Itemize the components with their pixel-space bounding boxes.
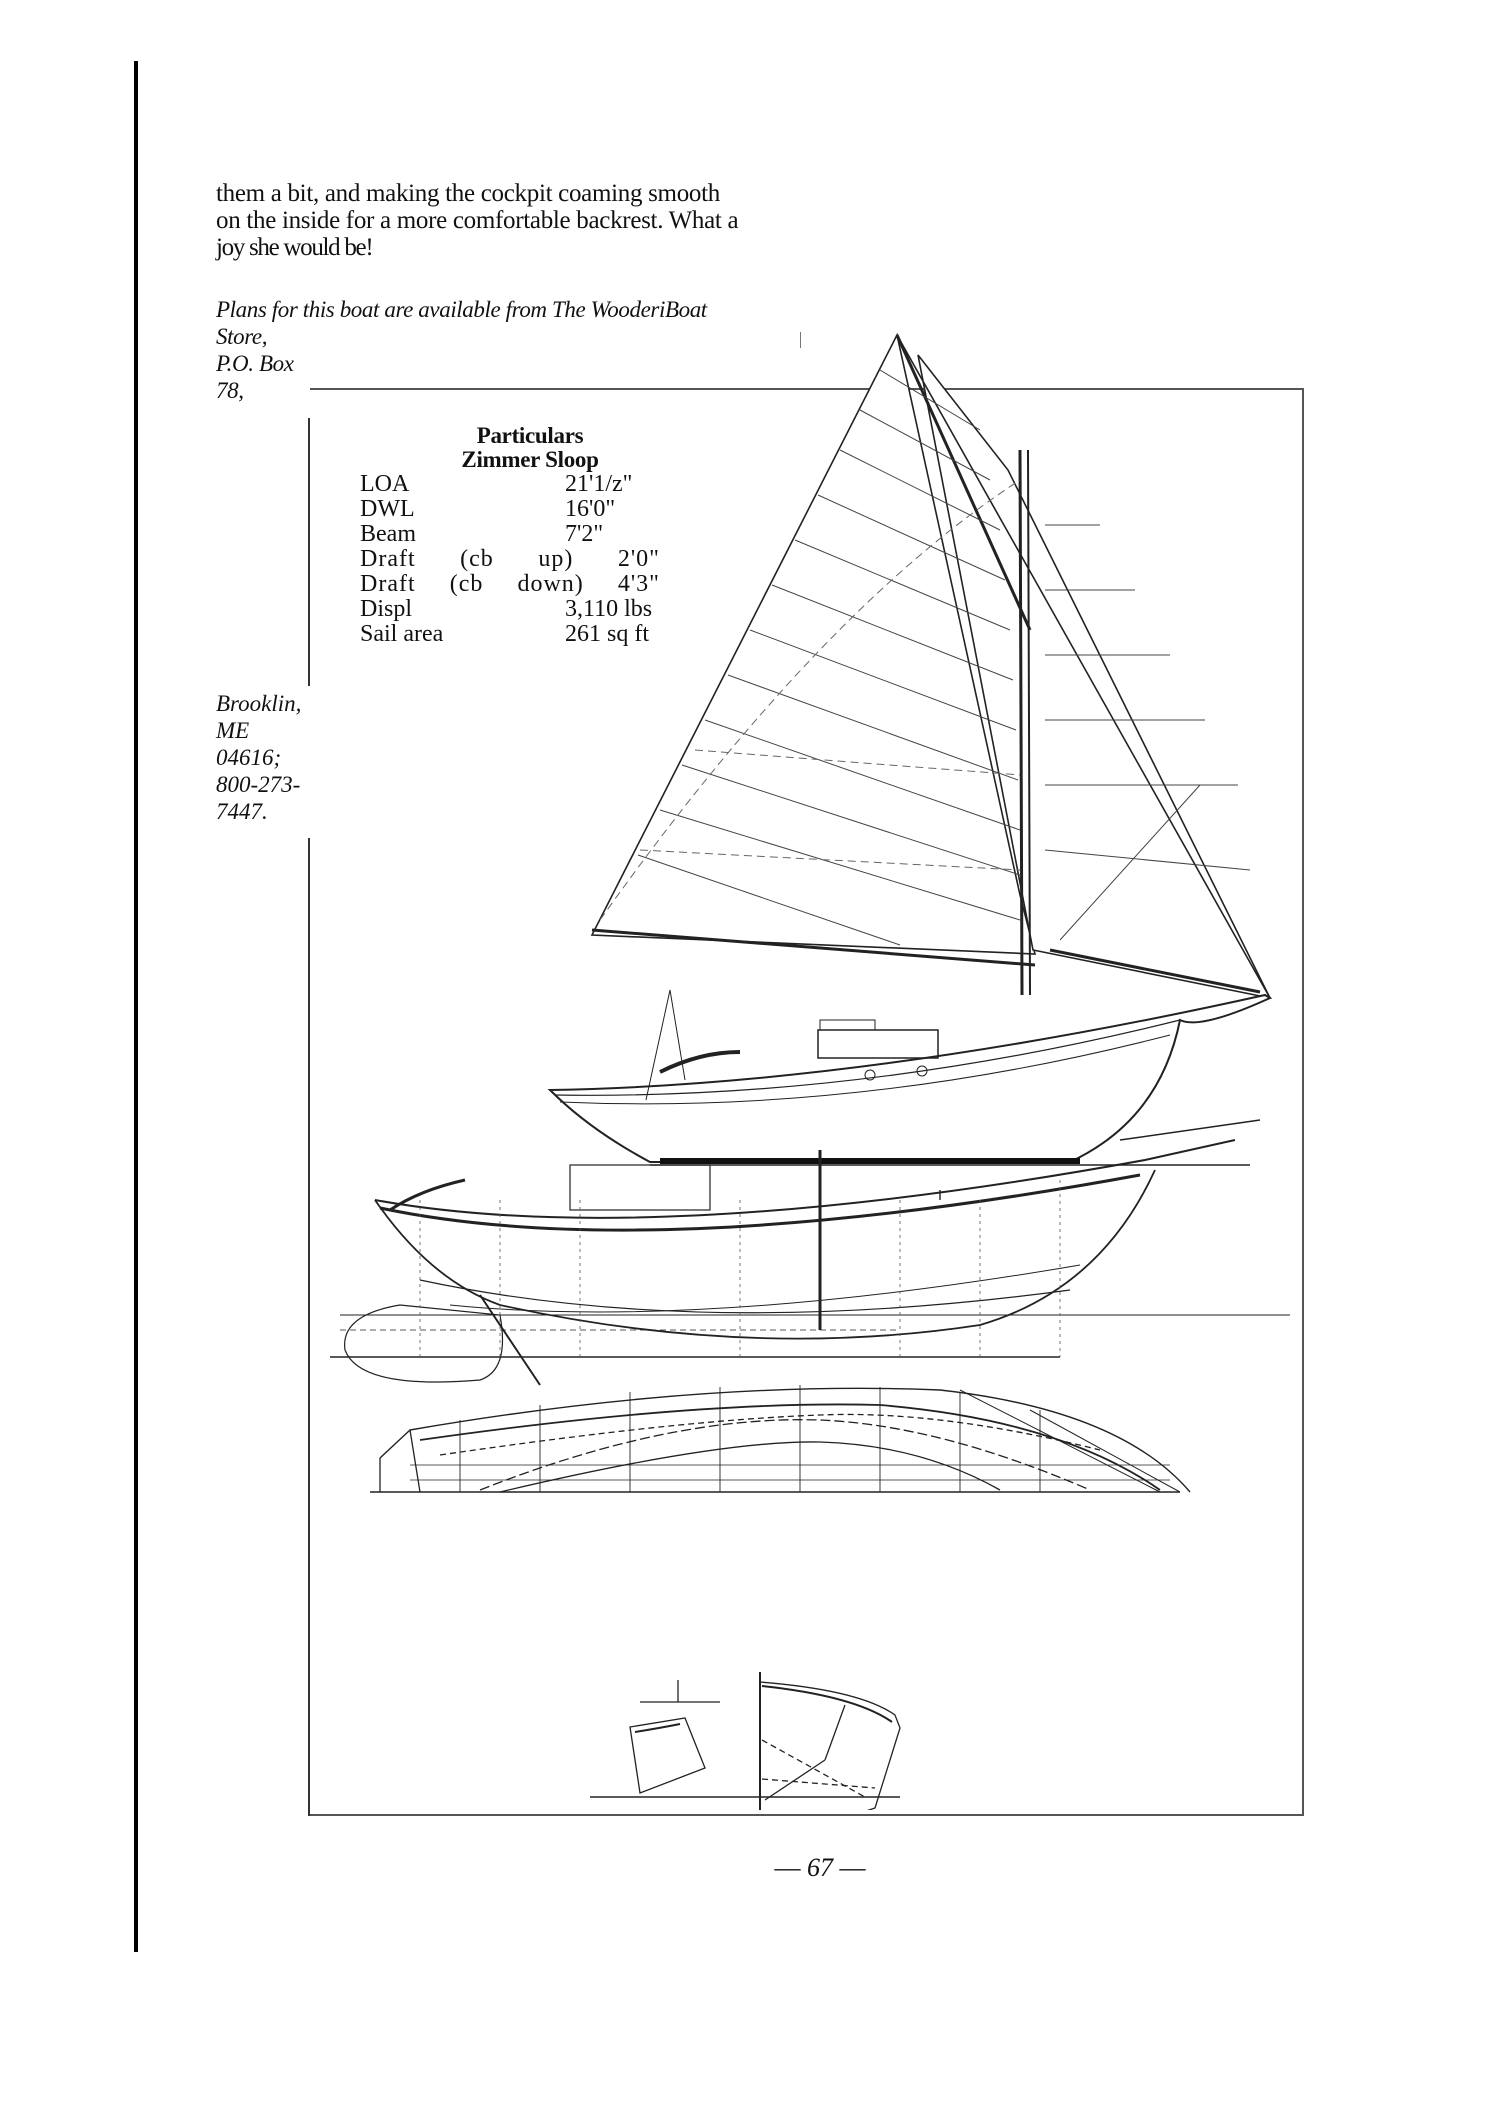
address-line: Brooklin, — [216, 691, 302, 716]
particulars-value: 3,110 lbs — [565, 596, 653, 622]
plans-note-line: 78, — [216, 378, 244, 403]
plans-note-line: Plans for this boat are available from The WooderiBoat — [216, 297, 707, 322]
particulars-label: LOA — [360, 471, 410, 497]
lines-plan — [370, 1385, 1190, 1492]
particulars-row-dwl — [360, 497, 680, 522]
particulars-label: Draft — [360, 546, 416, 572]
particulars-label: Draft — [360, 571, 416, 597]
address-line: 800-273- — [216, 772, 301, 797]
particulars-title: Particulars — [476, 423, 584, 448]
body-plan — [590, 1672, 900, 1810]
particulars-label: Beam — [360, 521, 416, 547]
body-line: joy she would be! — [216, 234, 373, 261]
particulars-qualifier: (cb — [449, 571, 484, 597]
page-number-dash: — — [774, 1853, 801, 1882]
particulars-row-displacement — [360, 597, 680, 622]
figure-frame-bottom — [309, 1814, 1304, 1816]
particulars-value: 4'3" — [617, 571, 660, 597]
address-line: 04616; — [216, 745, 282, 770]
particulars-value: 2'0" — [617, 546, 660, 572]
particulars-row-beam — [360, 522, 680, 547]
particulars-value: 16'0" — [565, 496, 616, 522]
particulars-row-loa — [360, 472, 680, 497]
margin-rule — [134, 61, 138, 1952]
particulars-value: 21'1/z" — [565, 471, 633, 497]
particulars-label: Displ — [360, 596, 413, 622]
body-line: them a bit, and making the cockpit coaming smooth — [216, 180, 720, 207]
particulars-qualifier: down) — [517, 571, 584, 597]
page-number-value: 67 — [807, 1853, 833, 1882]
particulars-box — [360, 424, 680, 647]
page-number — [700, 1853, 940, 1883]
particulars-qualifier: (cb — [460, 546, 494, 572]
particulars-value: 7'2" — [565, 521, 604, 547]
particulars-boat-name: Zimmer Sloop — [461, 447, 599, 472]
particulars-row-draft-down — [360, 572, 660, 597]
plans-note-line: Store, — [216, 324, 268, 349]
address-line: ME — [216, 718, 250, 743]
particulars-value: 261 sq ft — [565, 621, 649, 647]
particulars-label: Sail area — [360, 621, 444, 647]
body-paragraph — [216, 180, 816, 261]
page-number-dash: — — [839, 1853, 866, 1882]
particulars-qualifier: up) — [538, 546, 574, 572]
address-line: 7447. — [216, 799, 268, 824]
plans-note-line: P.O. Box — [216, 351, 294, 376]
plans-address — [216, 690, 301, 825]
particulars-row-sail-area — [360, 622, 680, 647]
figure-frame-right — [1302, 388, 1304, 1816]
body-line: on the inside for a more comfortable backrest. What a — [216, 207, 739, 234]
particulars-row-draft-up — [360, 547, 660, 572]
particulars-label: DWL — [360, 496, 415, 522]
